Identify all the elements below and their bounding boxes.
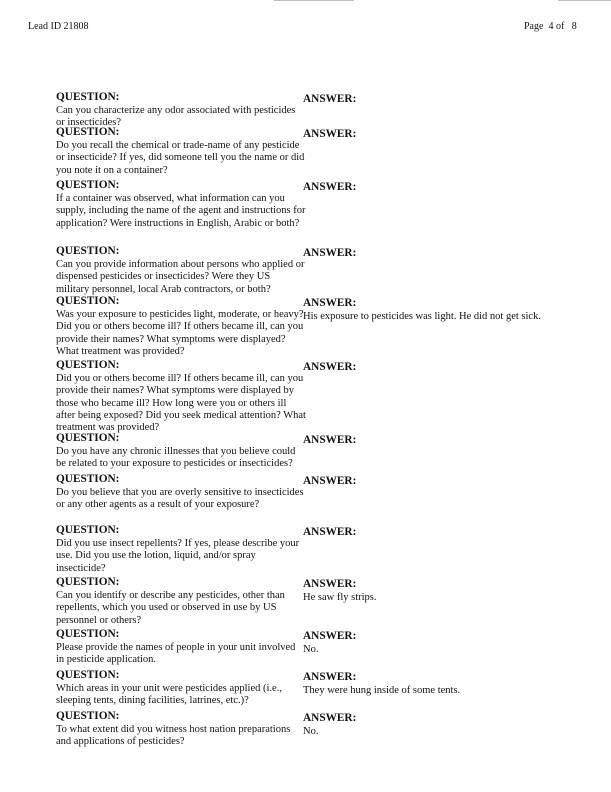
question-label: QUESTION: (56, 126, 120, 138)
question-block (56, 432, 306, 471)
question-block (56, 628, 306, 667)
answer-label: ANSWER: (303, 181, 357, 193)
question-block (56, 359, 306, 434)
question-block (56, 245, 306, 296)
answer-label: ANSWER: (303, 361, 357, 373)
answer-label: ANSWER: (303, 578, 357, 590)
question-text: Can you provide information about persons who applied or dispensed pesticides or insecticides? Were they US military personnel, local Arab contractors, or both? (56, 259, 305, 295)
answer-block (303, 712, 583, 738)
answer-label: ANSWER: (303, 297, 357, 309)
answer-label: ANSWER: (303, 712, 357, 724)
answer-label: ANSWER: (303, 93, 357, 105)
answer-block (303, 181, 583, 195)
of-label: of (555, 21, 565, 32)
question-block (56, 524, 306, 575)
answer-label: ANSWER: (303, 671, 357, 683)
answer-block (303, 578, 583, 604)
lead-id: Lead ID 21808 (28, 21, 89, 32)
answer-block (303, 297, 583, 323)
question-label: QUESTION: (56, 576, 120, 588)
scan-artifact-line (558, 0, 611, 1)
question-block (56, 669, 306, 708)
question-label: QUESTION: (56, 179, 120, 191)
question-text: Do you recall the chemical or trade-name of any pesticide or insecticide? If yes, did someone tell you the name or did you note it on a container? (56, 140, 305, 176)
question-label: QUESTION: (56, 245, 120, 257)
answer-block (303, 671, 583, 697)
question-text: Did you or others become ill? If others became ill, can you provide their names? What symptoms were displayed by those who became ill? How long were you or others ill after being exposed? Did you seek medical attention? What treatment was provided? (56, 373, 306, 434)
answer-block (303, 630, 583, 656)
answer-block (303, 475, 583, 489)
answer-text: They were hung inside of some tents. (303, 685, 461, 697)
answer-label: ANSWER: (303, 434, 357, 446)
question-text: Please provide the names of people in your unit involved in pesticide application. (56, 642, 296, 666)
answer-text: His exposure to pesticides was light. He did not get sick. (303, 311, 541, 323)
question-text: To what extent did you witness host nation preparations and applications of pesticides? (56, 724, 291, 748)
answer-block (303, 361, 583, 375)
question-text: Did you use insect repellents? If yes, please describe your use. Did you use the lotion, liquid, and/or spray insecticide? (56, 538, 300, 574)
question-block (56, 576, 306, 627)
question-text: Do you believe that you are overly sensitive to insecticides or any other agents as a result of your exposure? (56, 487, 304, 511)
answer-label: ANSWER: (303, 475, 357, 487)
question-text: Can you characterize any odor associated with pesticides or insecticides? (56, 105, 296, 129)
page-label: Page (524, 21, 544, 32)
question-text: Can you identify or describe any pesticides, other than repellents, which you used or observed in use by US personnel or others? (56, 590, 285, 626)
question-text: Which areas in your unit were pesticides applied (i.e., sleeping tents, dining facilities, latrines, etc.)? (56, 683, 282, 707)
question-label: QUESTION: (56, 628, 120, 640)
question-label: QUESTION: (56, 91, 120, 103)
answer-label: ANSWER: (303, 128, 357, 140)
answer-text: No. (303, 726, 319, 738)
answer-text: No. (303, 644, 319, 656)
question-label: QUESTION: (56, 295, 120, 307)
question-block (56, 710, 306, 749)
question-text: If a container was observed, what information can you supply, including the name of the agent and instructions for application? Were instructions in English, Arabic or both? (56, 193, 306, 229)
page-indicator (524, 21, 577, 32)
question-label: QUESTION: (56, 710, 120, 722)
answer-block (303, 247, 583, 261)
scan-artifact-line (274, 0, 354, 1)
question-text: Do you have any chronic illnesses that you believe could be related to your exposure to pesticides or insecticides? (56, 446, 296, 470)
answer-block (303, 93, 583, 107)
question-block (56, 179, 306, 230)
question-block (56, 295, 306, 358)
question-label: QUESTION: (56, 473, 120, 485)
answer-block (303, 526, 583, 540)
answer-text: He saw fly strips. (303, 592, 377, 604)
answer-block (303, 434, 583, 448)
question-block (56, 126, 306, 177)
question-block (56, 473, 306, 512)
question-label: QUESTION: (56, 359, 120, 371)
total-pages: 8 (571, 21, 577, 32)
answer-label: ANSWER: (303, 247, 357, 259)
question-label: QUESTION: (56, 669, 120, 681)
answer-label: ANSWER: (303, 526, 357, 538)
question-text: Was your exposure to pesticides light, moderate, or heavy? Did you or others become ill? If others became ill, can you provide their names? What symptoms were displayed? What treatment was provided? (56, 309, 304, 357)
page-number: 4 (548, 21, 554, 32)
question-block (56, 91, 306, 130)
question-label: QUESTION: (56, 524, 120, 536)
answer-label: ANSWER: (303, 630, 357, 642)
question-label: QUESTION: (56, 432, 120, 444)
answer-block (303, 128, 583, 142)
